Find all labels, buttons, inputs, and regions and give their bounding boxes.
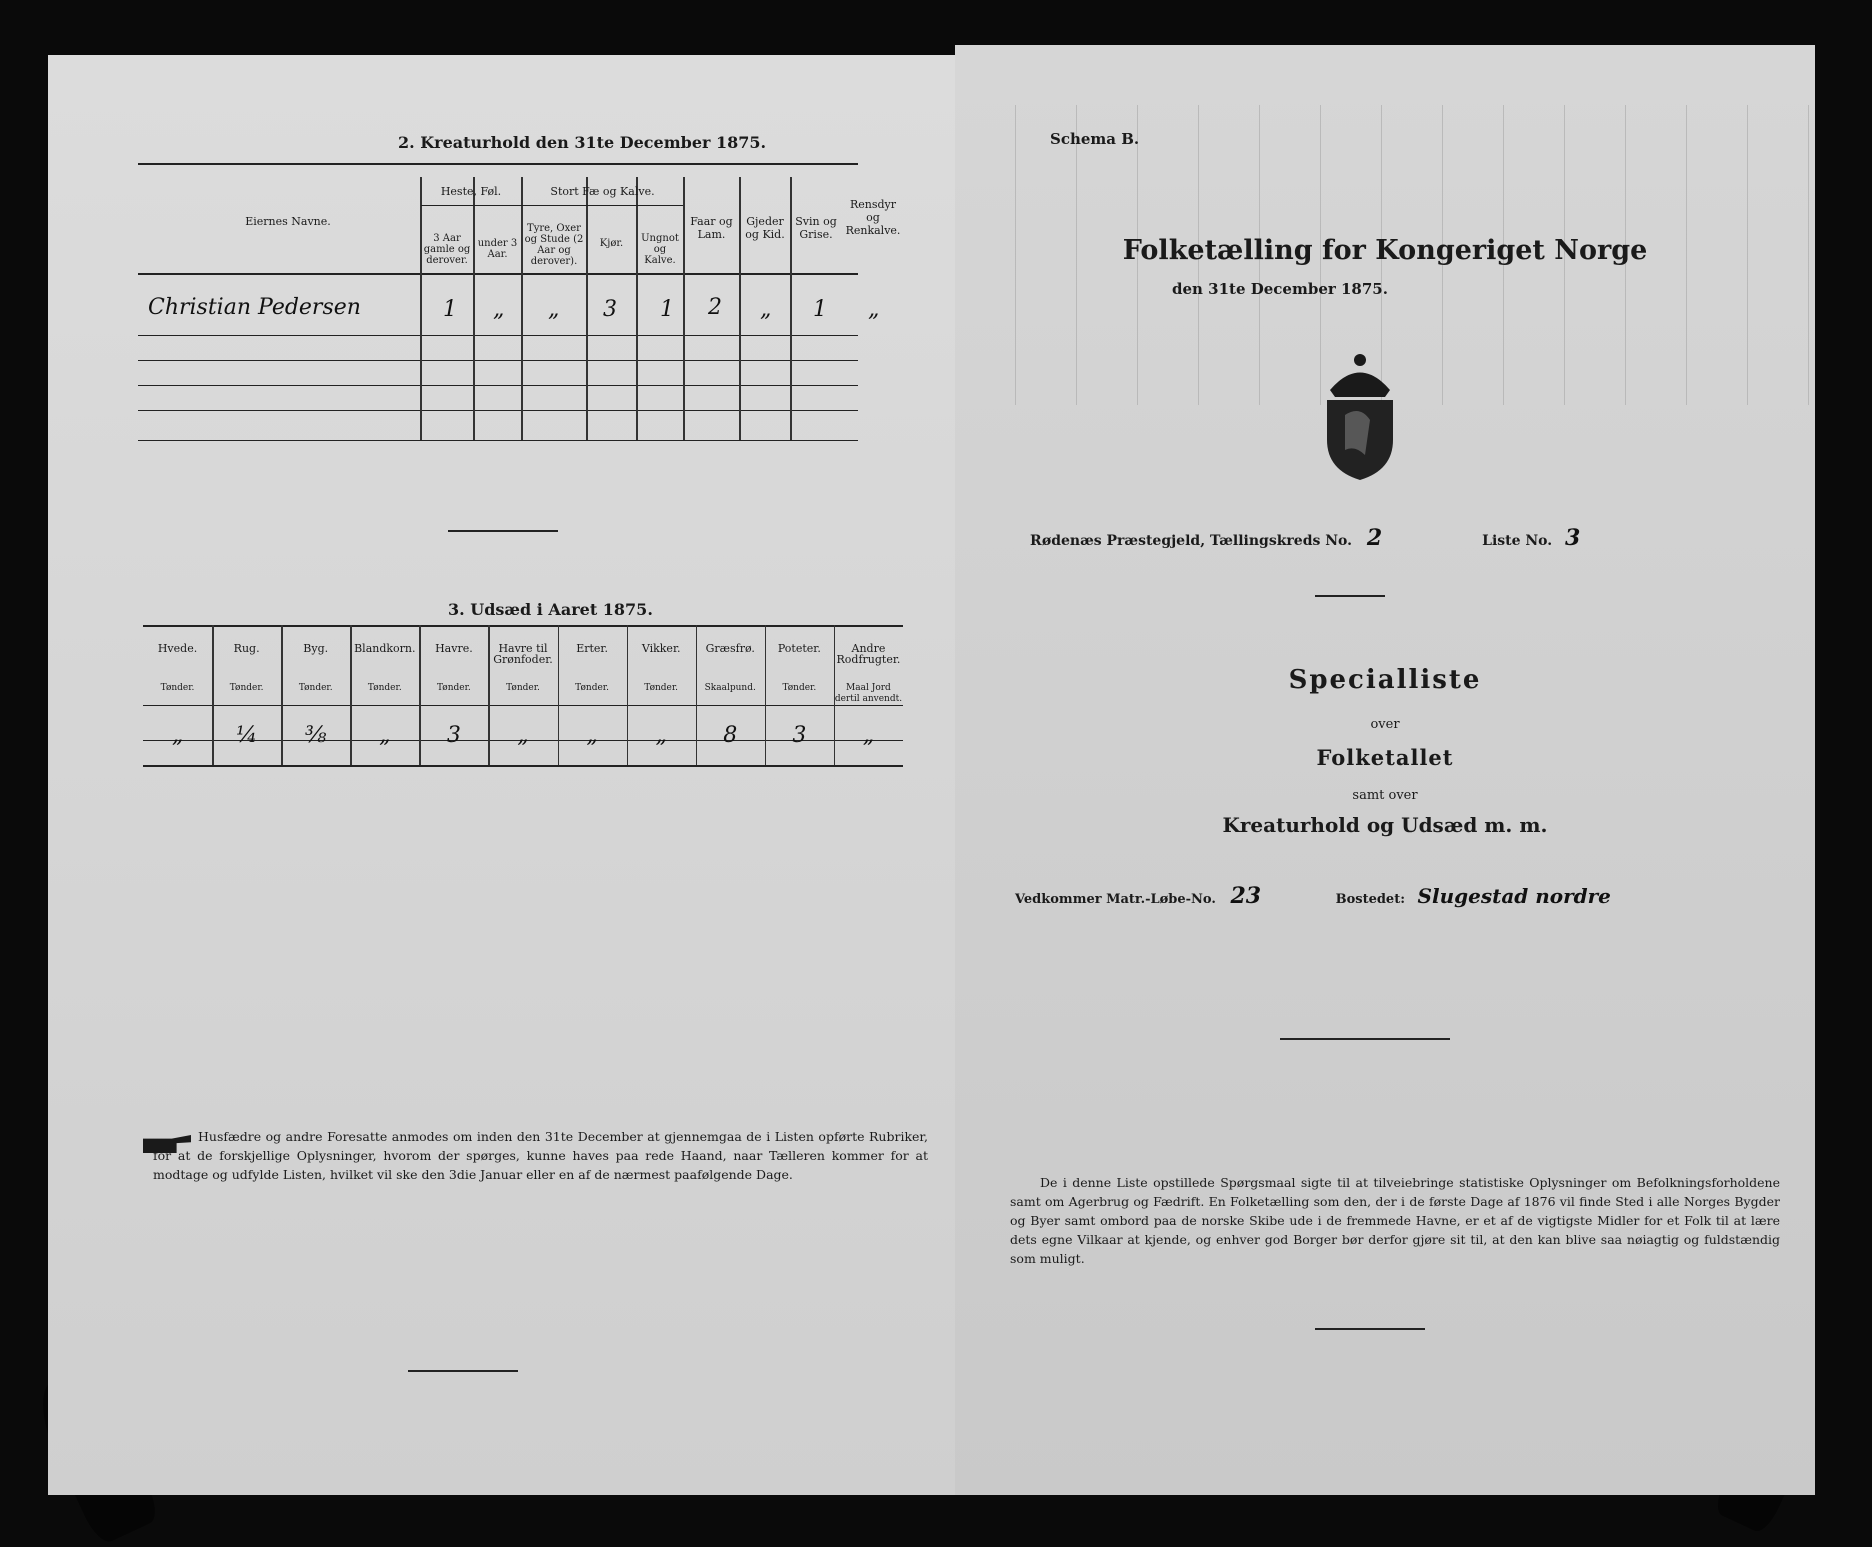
section3-title: 3. Udsæd i Aaret 1875. (448, 600, 653, 619)
matr-number: 23 (1230, 883, 1262, 909)
col-faar-header: Faar og Lam. (690, 215, 733, 241)
seed-unit-1: Tønder. (229, 683, 264, 693)
matr-line (1015, 883, 1795, 909)
seed-unit-3: Tønder. (367, 683, 402, 693)
specialliste-title: Specialliste (1288, 665, 1482, 695)
col-heste-header: Heste, Føl. (440, 185, 502, 198)
col-name-header: Eiernes Navne. (245, 215, 331, 228)
ungnot-cell: 1 (660, 297, 674, 322)
left-page (48, 55, 956, 1495)
right-page (955, 45, 1815, 1495)
seed-value-5: „ (517, 723, 529, 748)
divider-3 (1315, 1328, 1425, 1330)
samt-over-label: samt over (1352, 788, 1418, 803)
seed-header-8: Græsfrø. (705, 642, 755, 655)
seed-header-7: Vikker. (641, 642, 681, 655)
bosted-value: Slugestad nordre (1417, 884, 1611, 908)
col-rensdyr-header: Rensdyr og Renkalve. (845, 198, 901, 237)
seed-value-2: ⅜ (305, 723, 327, 748)
seed-header-0: Hvede. (157, 642, 198, 655)
col-svin-header: Svin og Grise. (795, 215, 837, 241)
gjeder-cell: „ (760, 297, 772, 322)
seed-header-3: Blandkorn. (354, 642, 416, 655)
seed-unit-5: Tønder. (506, 683, 540, 693)
col-stort-header: Stort Fæ og Kalve. (550, 185, 655, 198)
over-label-1: over (1370, 717, 1400, 732)
seed-header-1: Rug. (233, 642, 260, 655)
main-date: den 31te December 1875. (1172, 280, 1388, 298)
col-kjor-header: Kjør. (599, 238, 624, 249)
folketallet-title: Folketallet (1316, 745, 1454, 770)
seed-unit-7: Tønder. (644, 683, 679, 693)
seed-unit-9: Tønder. (782, 683, 817, 693)
info-paragraph: De i denne Liste opstillede Spørgsmaal sigte til at tilveiebringe statistiske Oplysninger om Befolkningsforholdene samt om Agerbrug og Fædrift. En Folketælling som den, der i de første Dage af 1876 vil finde Sted i alle Norges Bygder og Byer samt ombord paa de norske Skibe ude i de fremmede Havne, er et af de vigtigste Midler for et Folk til at lære dets egne Vilkaar at kjende, og enhver god Borger bør derfor gjøre sit til, at den kan blive saa nøiagtig og fuldstændig som muligt. (1010, 1175, 1780, 1266)
seed-value-6: „ (586, 723, 598, 748)
heste-3aar-cell: 1 (443, 297, 457, 322)
seed-unit-0: Tønder. (160, 683, 195, 693)
seed-header-5: Havre til Grønfoder. (493, 642, 553, 666)
matr-label: Vedkommer Matr.-Løbe-No. (1015, 892, 1216, 907)
seed-value-1: ¼ (235, 723, 258, 748)
col-heste-3aar-header: 3 Aar gamle og derover. (423, 233, 471, 266)
footer-divider (408, 1370, 518, 1372)
coat-of-arms-icon (1315, 345, 1405, 480)
seed-value-4: 3 (446, 723, 461, 748)
faar-cell: 2 (708, 295, 722, 320)
col-heste-under3-header: under 3 Aar. (477, 238, 518, 260)
seed-value-10: „ (862, 723, 875, 748)
col-gjeder-header: Gjeder og Kid. (745, 215, 785, 241)
seed-unit-2: Tønder. (298, 683, 333, 693)
parish-line (1030, 525, 1790, 551)
divider-2 (1280, 1038, 1450, 1040)
seed-header-4: Havre. (435, 642, 473, 655)
schema-label: Schema B. (1050, 130, 1140, 148)
col-tyre-header: Tyre, Oxer og Stude (2 Aar og derover). (524, 223, 584, 267)
notice-text: Husfædre og andre Foresatte anmodes om inden den 31te December at gjennemgaa de i Listen opførte Rubriker, for at de forskjellige Oplysninger, hvorom der spørges, kunne haves paa rede Haand, naar Tælleren kommer for at modtage og udfylde Listen, hvilket vil ske den 3die Januar eller en af de nærmest paafølgende Dage. (153, 1129, 928, 1182)
tyre-cell: „ (548, 297, 560, 322)
col-ungnot-header: Ungnot og Kalve. (641, 233, 679, 266)
kjor-cell: 3 (603, 297, 617, 322)
liste-number: 3 (1565, 525, 1581, 551)
main-title: Folketælling for Kongeriget Norge (1122, 235, 1648, 266)
seed-value-8: 8 (723, 723, 738, 748)
svin-cell: 1 (813, 297, 827, 322)
seed-value-7: „ (655, 723, 667, 748)
seed-value-9: 3 (792, 723, 807, 748)
section2-title: 2. Kreaturhold den 31te December 1875. (398, 133, 767, 152)
bosted-label: Bostedet: (1335, 892, 1406, 907)
parish-label: Rødenæs Præstegjeld, Tællingskreds No. (1030, 533, 1353, 549)
divider-1 (1315, 595, 1385, 597)
seed-header-9: Poteter. (777, 642, 821, 655)
seed-header-2: Byg. (303, 642, 329, 655)
liste-label: Liste No. (1482, 533, 1553, 549)
seed-unit-8: Skaalpund. (704, 683, 756, 693)
seed-value-0: „ (171, 723, 184, 748)
heste-under3-cell: „ (493, 297, 505, 322)
seed-unit-6: Tønder. (575, 683, 609, 693)
seed-value-3: „ (379, 723, 391, 748)
rensdyr-cell: „ (868, 297, 880, 322)
owner-name-cell: Christian Pedersen (148, 295, 361, 320)
kreaturhold-title: Kreaturhold og Udsæd m. m. (1222, 813, 1548, 837)
kreds-number: 2 (1366, 525, 1383, 551)
divider (448, 530, 558, 532)
seed-unit-10: Maal Jord dertil anvendt. (834, 683, 903, 704)
seed-unit-4: Tønder. (437, 683, 471, 693)
seed-header-6: Erter. (576, 642, 608, 655)
seed-header-10: Andre Rodfrugter. (836, 642, 901, 666)
